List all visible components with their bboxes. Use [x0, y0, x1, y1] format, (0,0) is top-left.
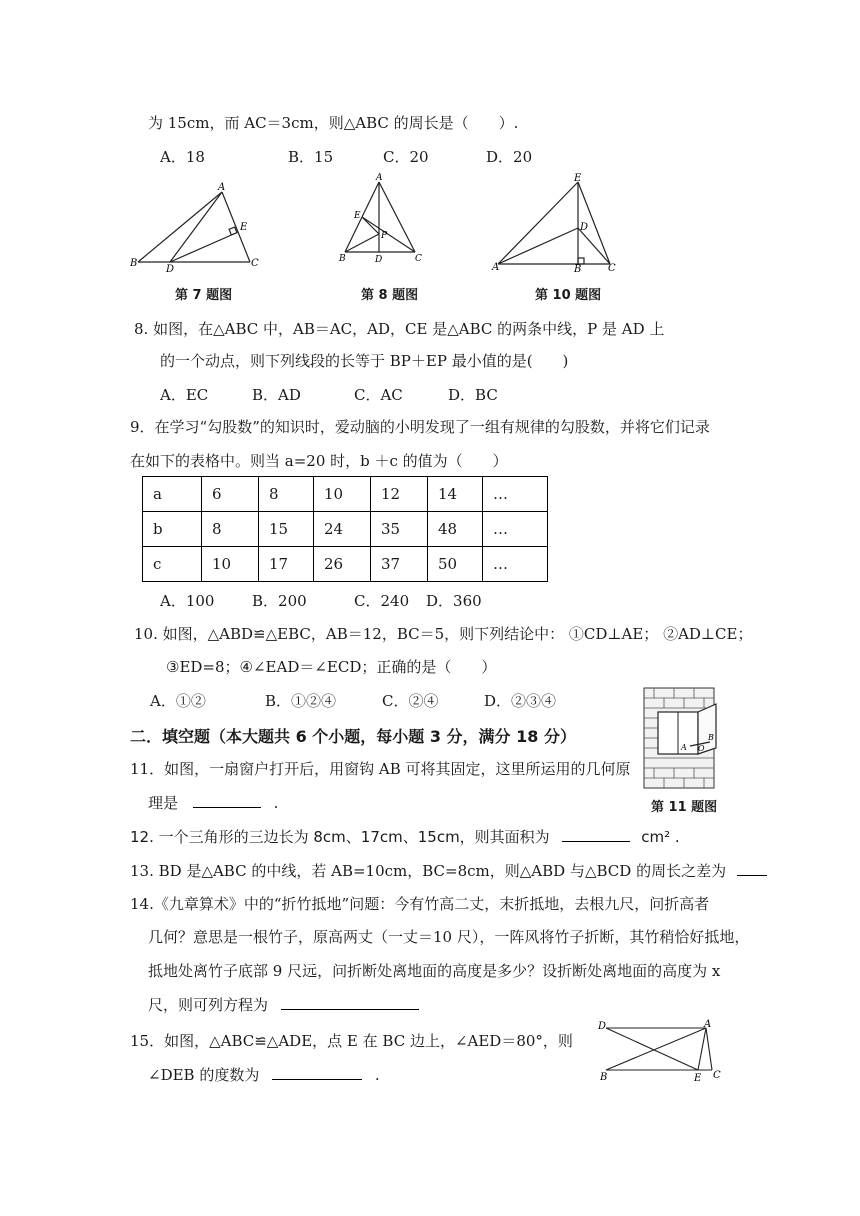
q14-line1: 14.《九章算术》中的“折竹抵地”问题：今有竹高二丈，末折抵地，去根九尺，问折高者	[130, 895, 710, 913]
q10-option-a: A．①②	[150, 692, 206, 710]
f8-label-b: B	[339, 254, 346, 264]
table-cell: b	[143, 512, 202, 547]
table-cell: 37	[371, 547, 428, 582]
figure-10-caption: 第 10 题图	[535, 288, 602, 303]
figure-8	[335, 172, 425, 272]
f11-label-o: O	[698, 744, 705, 753]
q9-line1: 9．在学习“勾股数”的知识时，爱动脑的小明发现了一组有规律的勾股数，并将它们记录	[130, 418, 710, 436]
table-cell: 10	[314, 477, 371, 512]
table-cell: 26	[314, 547, 371, 582]
q8-option-d: D．BC	[448, 386, 498, 404]
q14-line4	[148, 994, 419, 1015]
f8-label-a: A	[376, 173, 383, 183]
q15-period: .	[374, 1066, 380, 1084]
table-cell: 35	[371, 512, 428, 547]
f7-label-b: B	[130, 258, 138, 269]
q14-line3: 抵地处离竹子底部 9 尺远，问折断处离地面的高度是多少？设折断处离地面的高度为 x	[148, 962, 721, 980]
q11-answer-blank[interactable]	[193, 793, 261, 808]
table-cell: 10	[202, 547, 259, 582]
figure-10	[490, 172, 620, 272]
q10-line2: ③ED=8；④∠EAD＝∠ECD；正确的是（ ）	[166, 658, 497, 676]
q9-option-c: C．240	[354, 592, 410, 610]
figure-7-caption: 第 7 题图	[175, 288, 233, 303]
figure-15	[594, 1018, 730, 1086]
q15-answer-blank[interactable]	[272, 1065, 362, 1080]
q11-period: .	[273, 794, 279, 812]
f8-label-d: D	[375, 255, 383, 265]
f15-label-e: E	[694, 1073, 702, 1084]
q10-option-d: D．②③④	[484, 692, 557, 710]
table-cell: 12	[371, 477, 428, 512]
q8-line2: 的一个动点，则下列线段的长等于 BP＋EP 最小值的是( )	[160, 352, 569, 370]
f11-label-a: A	[681, 743, 687, 752]
f15-label-c: C	[713, 1070, 721, 1081]
table-row	[143, 512, 548, 547]
table-cell: 14	[428, 477, 483, 512]
figure-11-caption: 第 11 题图	[651, 800, 718, 815]
f15-label-b: B	[600, 1072, 608, 1083]
q7-option-c: C．20	[383, 148, 429, 166]
table-row	[143, 547, 548, 582]
q14-answer-blank[interactable]	[281, 995, 419, 1010]
q14-line2: 几何？意思是一根竹子，原高两丈（一丈＝10 尺），一阵风将竹子折断，其竹稍恰好抵地，	[148, 928, 750, 946]
table-row	[143, 477, 548, 512]
f7-label-c: C	[251, 258, 259, 269]
f10-label-c: C	[608, 263, 616, 272]
pythagorean-table	[142, 476, 548, 582]
figure-8-caption: 第 8 题图	[361, 288, 419, 303]
section-heading: 二．填空题（本大题共 6 个小题，每小题 3 分，满分 18 分）	[130, 727, 576, 746]
figure-7	[130, 178, 265, 273]
q13-text: 13. BD 是△ABC 的中线，若 AB=10cm，BC=8cm，则△ABD 与△BCD 的周长之差为	[130, 862, 727, 880]
f7-label-a: A	[218, 182, 226, 193]
table-cell: 17	[259, 547, 314, 582]
table-cell: 8	[202, 512, 259, 547]
table-cell: 15	[259, 512, 314, 547]
f15-label-d: D	[598, 1021, 607, 1032]
table-cell: …	[483, 547, 548, 582]
q11-text: 理是	[148, 794, 179, 812]
table-cell: …	[483, 477, 548, 512]
q8-line1: 8. 如图，在△ABC 中，AB＝AC，AD，CE 是△ABC 的两条中线，P 是 AD 上	[134, 320, 665, 338]
table-cell: 24	[314, 512, 371, 547]
q8-option-b: B．AD	[252, 386, 301, 404]
f10-label-b: B	[574, 264, 582, 272]
q13	[130, 860, 767, 881]
q15-line2	[148, 1064, 380, 1085]
q12	[130, 826, 680, 847]
q10-line1: 10. 如图，△ABD≌△EBC，AB＝12，BC＝5，则下列结论中： ①CD⊥AE； ②AD⊥CE；	[134, 625, 753, 643]
q7-option-b: B．15	[288, 148, 334, 166]
table-cell: 6	[202, 477, 259, 512]
f10-label-a: A	[492, 262, 500, 272]
table-cell: …	[483, 512, 548, 547]
q11-line2	[148, 792, 278, 813]
q9-option-b: B．200	[252, 592, 307, 610]
q12-unit: cm² .	[641, 828, 680, 846]
q9-line2: 在如下的表格中。则当 a=20 时，b ＋c 的值为（ ）	[130, 452, 508, 470]
q7-option-a: A．18	[160, 148, 205, 166]
f7-label-d: D	[166, 264, 175, 273]
table-cell: a	[143, 477, 202, 512]
q8-option-a: A．EC	[160, 386, 209, 404]
q10-option-c: C．②④	[382, 692, 439, 710]
table-cell: 48	[428, 512, 483, 547]
q15-line1: 15．如图，△ABC≌△ADE，点 E 在 BC 边上，∠AED＝80°，则	[130, 1032, 573, 1050]
figure-11	[640, 684, 720, 794]
q7-option-d: D．20	[486, 148, 533, 166]
q10-option-b: B．①②④	[265, 692, 337, 710]
f15-label-a: A	[704, 1019, 712, 1030]
q8-option-c: C．AC	[354, 386, 403, 404]
f8-label-p: P	[381, 231, 388, 241]
q9-option-d: D．360	[426, 592, 482, 610]
table-cell: 8	[259, 477, 314, 512]
f7-label-e: E	[240, 222, 248, 233]
f11-label-b: B	[708, 733, 714, 742]
q12-answer-blank[interactable]	[562, 827, 630, 842]
f10-label-e: E	[574, 173, 582, 184]
f10-label-d: D	[580, 222, 589, 233]
f8-label-e: E	[354, 211, 361, 221]
q7-text: 为 15cm，而 AC＝3cm，则△ABC 的周长是（ ）.	[148, 114, 519, 132]
f8-label-c: C	[415, 254, 422, 264]
q9-option-a: A．100	[160, 592, 215, 610]
q12-text: 12. 一个三角形的三边长为 8cm、17cm、15cm，则其面积为	[130, 828, 550, 846]
table-cell: 50	[428, 547, 483, 582]
table-cell: c	[143, 547, 202, 582]
q13-answer-blank[interactable]	[737, 861, 767, 876]
q11-line1: 11．如图，一扇窗户打开后，用窗钩 AB 可将其固定，这里所运用的几何原	[130, 760, 631, 778]
q14-text: 尺，则可列方程为	[148, 996, 269, 1014]
q15-text: ∠DEB 的度数为	[148, 1066, 260, 1084]
